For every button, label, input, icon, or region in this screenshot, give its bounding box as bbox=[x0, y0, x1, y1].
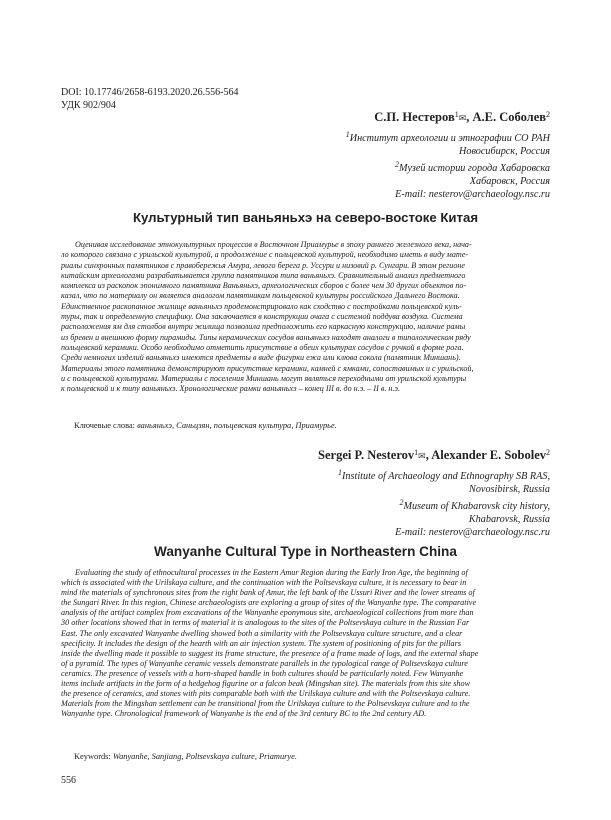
doi-line[interactable]: DOI: 10.17746/2658-6193.2020.26.556-564 bbox=[61, 87, 239, 98]
affiliation-sup: 2 bbox=[399, 498, 404, 507]
affiliations-en bbox=[338, 466, 550, 539]
abstract-line: inside the dwelling made it possible to suggest its frame structure, the presence of a frame made of logs, and the external shape bbox=[61, 648, 479, 658]
affiliation-text: Новосибирск, Россия bbox=[459, 146, 550, 157]
abstract-line: казал, что по материалу он является аналогом памятникам польцевской культуры российского Дальнего Востока. bbox=[61, 291, 460, 301]
abstract-line: specificity. It includes the design of the hearth with an air injection system. The system of positioning of pits for the pillars bbox=[61, 638, 462, 648]
envelope-icon[interactable]: ✉ bbox=[458, 113, 467, 123]
abstract-line: к польцевской и к типу ваньяньхэ. Хронологические рамки ваньяньхэ – конец III в. до н.э. – II в. н.э. bbox=[61, 384, 401, 394]
affiliation-line bbox=[346, 158, 550, 175]
abstract-line: Materials from the Mingshan settlement can be transitional from the Urilskaya culture to the Poltsevskaya culture and to the bbox=[61, 699, 470, 709]
affiliation-line bbox=[346, 175, 550, 188]
affiliation-line bbox=[338, 483, 550, 496]
affiliation-line bbox=[338, 513, 550, 526]
affiliation-text: Институт археологии и этнографии СО РАН bbox=[349, 133, 550, 144]
keywords-en bbox=[74, 752, 297, 761]
author-separator: , bbox=[425, 448, 432, 462]
keywords-label: Ключевые слова: bbox=[74, 421, 138, 430]
author-ru-2-sup: 2 bbox=[546, 110, 550, 119]
affiliation-sup: 1 bbox=[338, 468, 343, 477]
page-number: 556 bbox=[61, 775, 76, 786]
abstract-line: риалы синхронных памятников с правобережья Амура, левого берега р. Уссури и низовий р. Сунгари. В этом регионе bbox=[61, 260, 466, 270]
abstract-line: расположения ям для столбов внутри жилища позволила предположить его каркасную конструкцию, наличие рамы bbox=[61, 322, 466, 332]
abstract-line: items include artifacts in the form of a hedgehog figurine or a falcon beak (Mingshan site). The materials from this site show bbox=[61, 679, 471, 689]
affiliation-sup: 2 bbox=[395, 160, 400, 169]
affiliation-line bbox=[338, 496, 550, 513]
abstract-line: ceramics. The presence of vessels with a horn-shaped handle in both cultures should be particularly noted. Few Wanyanhe bbox=[61, 668, 464, 678]
abstract-line: which is associated with the Urilskaya culture, and the continuation with the Poltsevskaya culture, it is necessary to bear in bbox=[61, 578, 467, 588]
author-ru-1-sup: 1 bbox=[454, 110, 459, 119]
abstract-line: mind the materials of synchronous sites from the right bank of Amur, the left bank of the Ussuri River and the lower streams of bbox=[61, 588, 475, 598]
abstract-ru bbox=[61, 240, 550, 394]
author-en-2-sup: 2 bbox=[546, 448, 550, 457]
article-title-en: Wanyanhe Cultural Type in Northeastern China bbox=[154, 544, 457, 559]
authors-en bbox=[318, 448, 550, 463]
abstract-line: Evaluating the study of ethnocultural processes in the Eastern Amur Region during the Early Iron Age, the beginning of bbox=[75, 568, 468, 577]
abstract-line: analysis of the artifact complex from excavations of the Wanyanhe eponymous site, archaeological collections from more than bbox=[61, 608, 474, 618]
envelope-icon[interactable]: ✉ bbox=[418, 451, 426, 461]
abstract-line: the presence of ceramics, and stones with pits comparable both with the Urilskaya culture and with the Poltsevskaya culture. bbox=[61, 689, 471, 699]
abstract-line: комплекса из раскопок эпонимного памятника Ваньяньхэ, археологических сборов с более чем 30 других объектов по- bbox=[61, 281, 467, 291]
affiliation-text: Khabarovsk, Russia bbox=[468, 514, 550, 525]
affiliation-text: Novosibirsk, Russia bbox=[469, 484, 550, 495]
abstract-line: East. The only excavated Wanyanhe dwelling showed both a similarity with the Poltsevskaya culture structure, and a clear bbox=[61, 628, 463, 638]
author-separator: , bbox=[466, 110, 473, 124]
abstract-line: китайским археологами разрабатывается группа памятников типа ваньяньхэ. Сравнительный анализ предметного bbox=[61, 270, 466, 280]
abstract-line: Среди немногих изделий ваньяньхэ имеются предметы в виде фигурки ежа или клюва сокола (памятник Миншань). bbox=[61, 353, 461, 363]
udc-line: УДК 902/904 bbox=[61, 100, 116, 111]
keywords-value: ваньяньхэ, Саньцзян, польцевская культура, Приамурье. bbox=[137, 421, 337, 430]
abstract-line: и с польцевской культурами. Материалы с поселения Миншань могут являться переходными от урильской культуры bbox=[61, 373, 467, 383]
abstract-line: Единственное раскопанное жилище ваньяньхэ продемонстрировало как сходство с постройками польцевской куль- bbox=[61, 301, 462, 311]
abstract-line: Материалы этого памятника демонстрируют присутствие керамики, камней с ямками, сопоставимых и с урильской, bbox=[61, 363, 474, 373]
affiliations-ru bbox=[346, 128, 550, 201]
article-title-ru: Культурный тип ваньяньхэ на северо-востоке Китая bbox=[132, 210, 479, 225]
affiliation-text: Музей истории города Хабаровска bbox=[399, 163, 550, 174]
abstract-line: туры, так и определенную специфику. Она заключается в конструкции очага с системой поддува воздуха. Система bbox=[61, 312, 463, 322]
keywords-ru bbox=[74, 421, 337, 430]
affiliation-sup: 1 bbox=[345, 130, 350, 139]
affiliation-line bbox=[346, 145, 550, 158]
abstract-en bbox=[61, 568, 550, 719]
abstract-line: польцевской керамики. Особо необходимо отметить присутствие в обеих культурах сосудов с ручкой в форме рога. bbox=[61, 342, 464, 352]
article-meta bbox=[61, 86, 239, 112]
author-ru-2: А.Е. Соболев bbox=[472, 110, 546, 124]
keywords-value: Wanyanhe, Sanjiang, Poltsevskaya culture, Priamurye. bbox=[112, 752, 297, 761]
email-ru[interactable]: E-mail: nesterov@archaeology.nsc.ru bbox=[395, 189, 550, 200]
abstract-line: из бревен и внешнюю форму пирамиды. Типы керамических сосудов ваньяньхэ находят аналоги в типологическом ряду bbox=[61, 332, 471, 342]
abstract-line: Оценивая исследование этнокультурных процессов в Восточном Приамурье в эпоху раннего железного века, нача- bbox=[75, 240, 472, 249]
abstract-line: of a pyramid. The types of Wanyanhe ceramic vessels demonstrate parallels in the typological range of Poltsevskaya culture bbox=[61, 658, 468, 668]
abstract-line: 30 other locations showed that in terms of material it is analogous to the sites of the Poltsevskaya culture in the Russian Far bbox=[61, 618, 470, 628]
affiliation-text: Хабаровск, Россия bbox=[469, 176, 550, 187]
affiliation-text: Institute of Archaeology and Ethnography SB RAS, bbox=[342, 471, 550, 482]
abstract-line: the Sungari River. In this region, Chinese archaeologists are exploring a group of sites of the Wanyanhe type. The comparative bbox=[61, 598, 477, 608]
affiliation-text: Museum of Khabarovsk city history, bbox=[403, 501, 550, 512]
email-en[interactable]: E-mail: nesterov@archaeology.nsc.ru bbox=[395, 527, 550, 538]
abstract-line: Wanyanhe type. Chronological framework of Wanyanhe is the end of the 3rd century BC to the 2nd century AD. bbox=[61, 709, 427, 719]
authors-ru bbox=[374, 110, 550, 125]
affiliation-line bbox=[346, 128, 550, 145]
author-en-1: Sergei P. Nesterov bbox=[318, 448, 415, 462]
author-ru-1: С.П. Нестеров bbox=[374, 110, 455, 124]
abstract-line: ло которого связано с урильской культурой, а продолжение с польцевской культурой, необходимо иметь в виду мате- bbox=[61, 250, 469, 260]
author-en-2: Alexander E. Sobolev bbox=[431, 448, 546, 462]
author-en-1-sup: 1 bbox=[414, 448, 419, 457]
keywords-label: Keywords: bbox=[74, 752, 113, 761]
affiliation-line bbox=[338, 466, 550, 483]
